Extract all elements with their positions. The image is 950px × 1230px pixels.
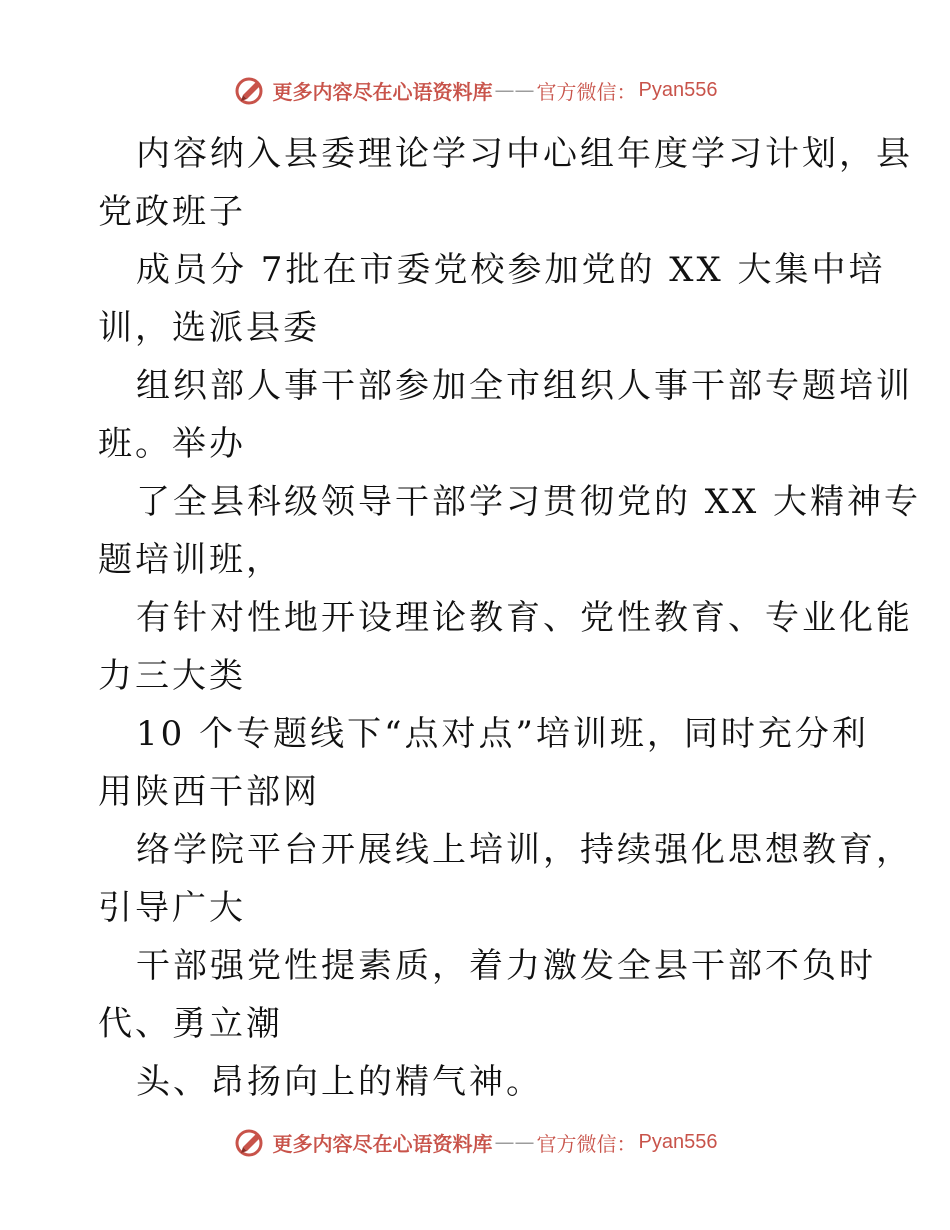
body-line: 题培训班， <box>98 540 283 580</box>
footer-watermark <box>0 1122 950 1162</box>
body-line: 党政班子 <box>98 192 246 232</box>
body-line: 成员分 7批在市委党校参加党的 XX 大集中培 <box>136 250 886 290</box>
body-line: 班。举办 <box>98 424 246 464</box>
watermark-wechat-id: Pyan556 <box>638 78 718 101</box>
body-line: 代、勇立潮 <box>98 1004 283 1044</box>
watermark-text: 更多内容尽在心语资料库 <box>272 79 493 104</box>
watermark-separator: —— <box>494 78 535 102</box>
watermark-wechat-label: 官方微信： <box>536 1131 637 1156</box>
body-line: 干部强党性提素质，着力激发全县干部不负时 <box>136 946 876 986</box>
pen-logo-icon <box>233 1125 267 1159</box>
document-body <box>98 125 922 1111</box>
watermark-separator: —— <box>494 1130 535 1154</box>
body-line: 10 个专题线下“点对点”培训班，同时充分利 <box>136 714 869 754</box>
body-line: 头、昂扬向上的精气神。 <box>136 1062 543 1102</box>
pen-logo-icon <box>233 73 267 107</box>
watermark-wechat-id: Pyan556 <box>638 1130 718 1153</box>
body-line: 络学院平台开展线上培训，持续强化思想教育， <box>136 830 913 870</box>
body-line: 引导广大 <box>98 888 246 928</box>
body-line: 训，选派县委 <box>98 308 320 348</box>
body-line: 力三大类 <box>98 656 246 696</box>
body-line: 用陕西干部网 <box>98 772 320 812</box>
watermark-text: 更多内容尽在心语资料库 <box>272 1131 493 1156</box>
header-watermark <box>0 70 950 110</box>
body-line: 有针对性地开设理论教育、党性教育、专业化能 <box>136 598 913 638</box>
body-line: 内容纳入县委理论学习中心组年度学习计划，县 <box>136 134 913 174</box>
body-line: 了全县科级领导干部学习贯彻党的 XX 大精神专 <box>136 482 922 522</box>
body-line: 组织部人事干部参加全市组织人事干部专题培训 <box>136 366 913 406</box>
watermark-wechat-label: 官方微信： <box>536 79 637 104</box>
